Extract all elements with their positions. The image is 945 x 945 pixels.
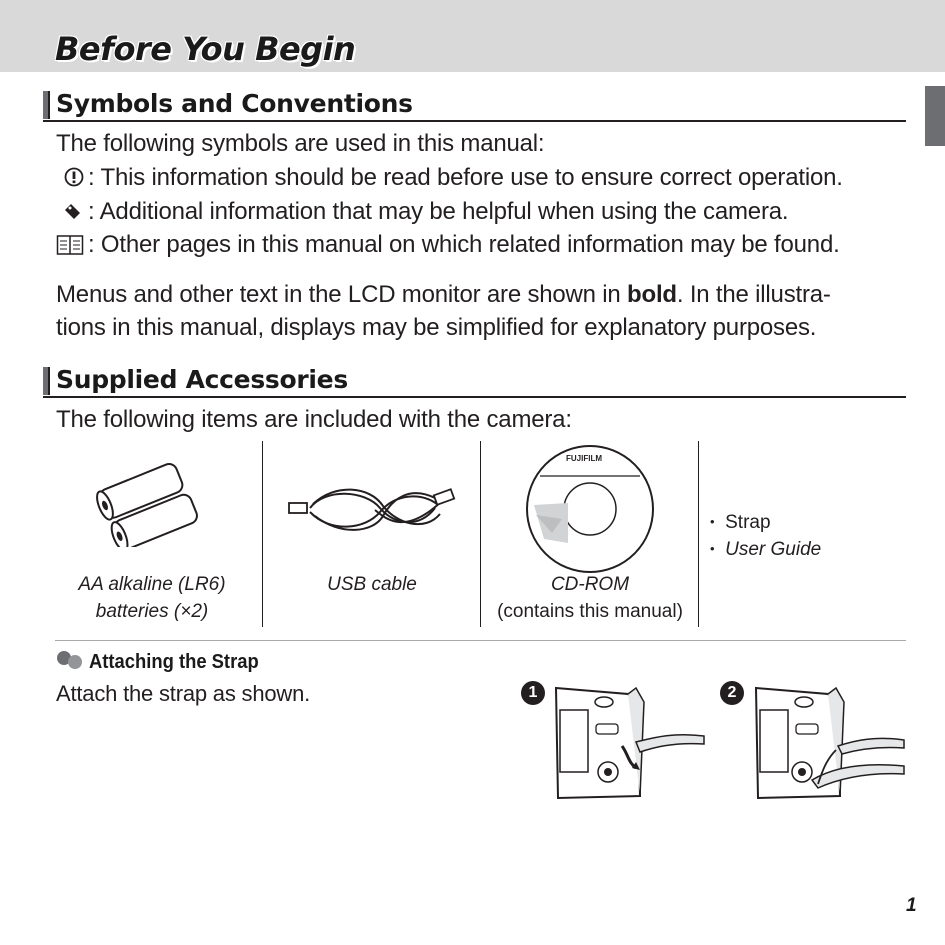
list-item: • Strap (710, 512, 771, 533)
divider-line (55, 640, 906, 641)
symbol-note-text: : Additional information that may be helpful when using the camera. (88, 198, 789, 225)
batteries-illustration (84, 462, 224, 547)
symbol-reference-text: : Other pages in this manual on which related information may be found. (88, 231, 840, 258)
note-tag-icon (62, 201, 84, 223)
section-rule (43, 120, 906, 122)
usb-cable-caption (272, 571, 472, 598)
bold-example: bold (627, 281, 677, 308)
conventions-text-end: . In the illustra- (676, 281, 831, 308)
book-reference-icon (56, 234, 84, 256)
conventions-paragraph-line1 (56, 281, 831, 309)
tip-icon (55, 650, 85, 670)
caption-line: (contains this manual) (497, 601, 683, 622)
list-item-label: Strap (725, 512, 771, 533)
symbols-intro: The following symbols are used in this manual: (56, 130, 545, 157)
batteries-caption (62, 571, 242, 625)
accessories-intro: The following items are included with the camera: (56, 406, 572, 433)
conventions-text: Menus and other text in the LCD monitor are shown in (56, 281, 628, 308)
camera-strap-step1-illustration (552, 680, 706, 802)
caption-line: AA alkaline (LR6) (78, 574, 226, 595)
caption-line: USB cable (327, 574, 417, 595)
column-divider (698, 441, 699, 627)
step-badge-2: 2 (720, 681, 744, 705)
column-divider (480, 441, 481, 627)
page-number: 1 (906, 895, 917, 916)
usb-cable-illustration (285, 478, 460, 540)
other-accessories-list (710, 510, 821, 564)
section-rule (43, 396, 906, 398)
strap-heading: Attaching the Strap (89, 651, 259, 673)
list-item-label: User Guide (725, 539, 822, 560)
caption-line: CD-ROM (550, 574, 630, 595)
strap-instruction: Attach the strap as shown. (56, 681, 311, 706)
chapter-tab (925, 86, 945, 146)
list-item: • User Guide (710, 539, 822, 560)
conventions-paragraph-line2: tions in this manual, displays may be simplified for explanatory purposes. (56, 314, 817, 341)
step-badge-1: 1 (521, 681, 545, 705)
caption-line: batteries (×2) (95, 601, 209, 622)
section-title-accessories: Supplied Accessories (56, 365, 348, 394)
column-divider (262, 441, 263, 627)
camera-strap-step2-illustration (752, 680, 906, 802)
section-marker (43, 367, 50, 395)
symbol-caution-text: : This information should be read before use to ensure correct operation. (88, 164, 843, 191)
cd-rom-caption (486, 571, 694, 625)
section-marker (43, 91, 50, 119)
page-title: Before You Begin (55, 30, 356, 68)
cd-label: FUJIFILM (566, 454, 602, 463)
section-title-symbols: Symbols and Conventions (56, 89, 413, 118)
caution-icon (63, 166, 85, 188)
